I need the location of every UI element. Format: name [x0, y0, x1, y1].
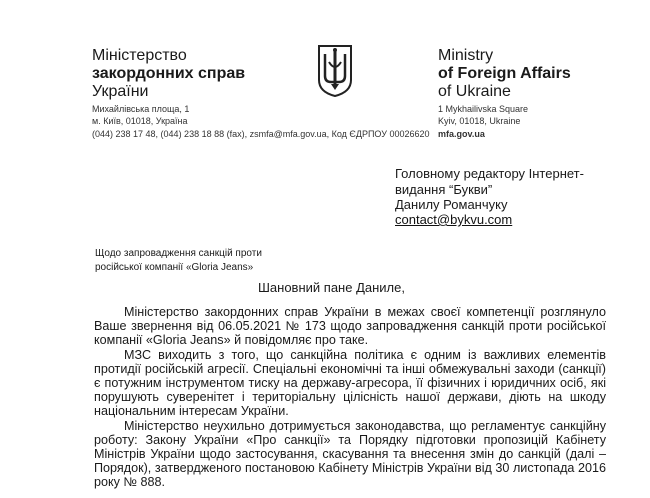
ministry-name-en-line1: Ministry [438, 47, 494, 64]
address-en-line2: Kyiv, 01018, Ukraine [438, 116, 521, 126]
address-ua-line2: м. Київ, 01018, Україна [92, 116, 188, 126]
body-paragraph-1: Міністерство закордонних справ України в межах своєї компетенції розглянуло Ваше звернення від 06.05.2021 № 173 щодо запровадження санкцій проти російської компанії «Gloria Jeans» й повідомляє про таке. [94, 305, 606, 348]
salutation: Шановний пане Даниле, [258, 280, 405, 295]
body-paragraph-2: МЗС виходить з того, що санкційна політика є одним із важливих елементів протидії російській агресії. Спеціальні економічні та інші обмежувальні заходи (санкції) є потужним інструментом тиску на державу-агресора, її фізичних і юридичних осіб, які порушують суверенітет і територіальну цілісність нашої держави, діють на шкоду національним інтересам України. [94, 347, 606, 419]
recipient-email-link[interactable]: contact@bykvu.com [395, 212, 513, 227]
address-en-line1: 1 Mykhailivska Square [438, 104, 529, 114]
ministry-name-ua-line1: Міністерство [92, 47, 187, 64]
recipient-line1: Головному редактору Інтернет- [395, 166, 584, 181]
recipient-line2: видання “Букви” [395, 182, 493, 197]
website-en: mfa.gov.ua [438, 129, 485, 139]
subject-line1: Щодо запровадження санкцій проти [95, 248, 262, 259]
subject-line2: російської компанії «Gloria Jeans» [95, 262, 254, 273]
ministry-name-en-line2: of Foreign Affairs [438, 65, 571, 82]
body-paragraph-3: Міністерство неухильно дотримується законодавства, що регламентує санкційну роботу: Закону України «Про санкції» та Порядку підготовки пропозицій Кабінету Міністрів України щодо застосування, скасування та внесення змін до санкцій (далі – Порядок), затвердженого постановою Кабінету Міністрів України від 30 листопада 2016 року № 888. [94, 418, 606, 490]
contacts-ua: (044) 238 17 48, (044) 238 18 88 (fax), zsmfa@mfa.gov.ua, Код ЄДРПОУ 00026620 [92, 129, 430, 139]
recipient-name: Данилу Романчуку [395, 197, 508, 212]
address-ua-line1: Михайлівська площа, 1 [92, 104, 190, 114]
ministry-name-ua-line3: України [92, 83, 149, 100]
letter-body [94, 305, 606, 490]
ministry-name-ua-line2: закордонних справ [92, 65, 246, 82]
ministry-name-en-line3: of Ukraine [438, 83, 511, 100]
trident-emblem-icon [315, 42, 355, 98]
